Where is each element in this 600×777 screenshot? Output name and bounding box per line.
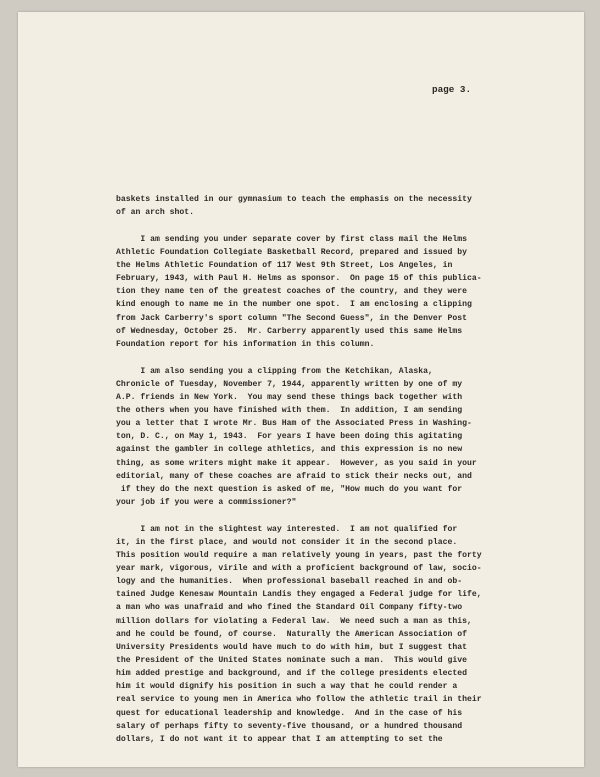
text-line: him it would dignify his position in such a way that he could render a <box>116 682 458 692</box>
text-line: dollars, I do not want it to appear that I am attempting to set the <box>116 734 443 744</box>
text-line: year mark, vigorous, virile and with a proficient background of law, socio- <box>116 564 482 574</box>
text-line: thing, as some writers might make it appear. However, as you said in your <box>116 458 477 468</box>
text-line: February, 1943, with Paul H. Helms as sponsor. On page 15 of this publica- <box>116 274 482 284</box>
letter-body <box>116 193 546 759</box>
letter-page <box>18 12 584 767</box>
text-line: of Wednesday, October 25. Mr. Carberry apparently used this same Helms <box>116 326 463 336</box>
text-line: of an arch shot. <box>116 208 195 218</box>
text-line: it, in the first place, and would not consider it in the second place. <box>116 537 458 547</box>
paragraph <box>116 233 546 351</box>
text-line: and he could be found, of course. Naturally the American Association of <box>116 629 468 639</box>
paragraph <box>116 193 546 219</box>
paragraph <box>116 365 546 510</box>
text-line: you a letter that I wrote Mr. Bus Ham of the Associated Press in Washing- <box>116 419 472 429</box>
text-line: kind enough to name me in the number one spot. I am enclosing a clipping <box>116 300 472 310</box>
text-line: baskets installed in our gymnasium to teach the emphasis on the necessity <box>116 195 472 204</box>
text-line: tained Judge Kenesaw Mountain Landis they engaged a Federal judge for life, <box>116 590 482 600</box>
text-line: salary of perhaps fifty to seventy-five thousand, or a hundred thousand <box>116 721 463 731</box>
text-line: from Jack Carberry's sport column "The Second Guess", in the Denver Post <box>116 313 468 323</box>
text-line: ton, D. C., on May 1, 1943. For years I have been doing this agitating <box>116 432 463 442</box>
text-line: A.P. friends in New York. You may send these things back together with <box>116 392 463 402</box>
text-line: a man who was unafraid and who fined the Standard Oil Company fifty-two <box>116 603 463 613</box>
text-line: I am not in the slightest way interested. I am not qualified for <box>116 524 458 534</box>
text-line: against the gambler in college athletics, and this expression is no new <box>116 445 463 455</box>
text-line: This position would require a man relatively young in years, past the forty <box>116 550 482 560</box>
text-line: him added prestige and background, and if the college presidents elected <box>116 669 468 679</box>
text-line: Chronicle of Tuesday, November 7, 1944, apparently written by one of my <box>116 379 463 389</box>
text-line: Foundation report for his information in this column. <box>116 339 375 349</box>
text-line: real service to young men in America who follow the athletic trail in their <box>116 695 482 705</box>
text-line: quest for educational leadership and knowledge. And in the case of his <box>116 708 463 718</box>
text-line: Athletic Foundation Collegiate Basketball Record, prepared and issued by <box>116 247 468 257</box>
page-number: page 3. <box>432 84 472 95</box>
text-line: the President of the United States nominate such a man. This would give <box>116 656 468 665</box>
text-line: million dollars for violating a Federal law. We need such a man as this, <box>116 616 472 626</box>
paragraph <box>116 523 546 746</box>
text-line: if they do the next question is asked of me, "How much do you want for <box>116 484 463 494</box>
text-line: I am also sending you a clipping from the Ketchikan, Alaska, <box>116 366 433 376</box>
text-line: I am sending you under separate cover by first class mail the Helms <box>116 234 468 244</box>
text-line: tion they name ten of the greatest coaches of the country, and they were <box>116 287 468 297</box>
text-line: University Presidents would have much to do with him, but I suggest that <box>116 642 468 652</box>
text-line: your job if you were a commissioner?" <box>116 497 297 507</box>
text-line: editorial, many of these coaches are afraid to stick their necks out, and <box>116 471 472 481</box>
text-line: logy and the humanities. When professional baseball reached in and ob- <box>116 577 463 587</box>
text-line: the others when you have finished with them. In addition, I am sending <box>116 405 463 415</box>
text-line: the Helms Athletic Foundation of 117 West 9th Street, Los Angeles, in <box>116 261 453 271</box>
